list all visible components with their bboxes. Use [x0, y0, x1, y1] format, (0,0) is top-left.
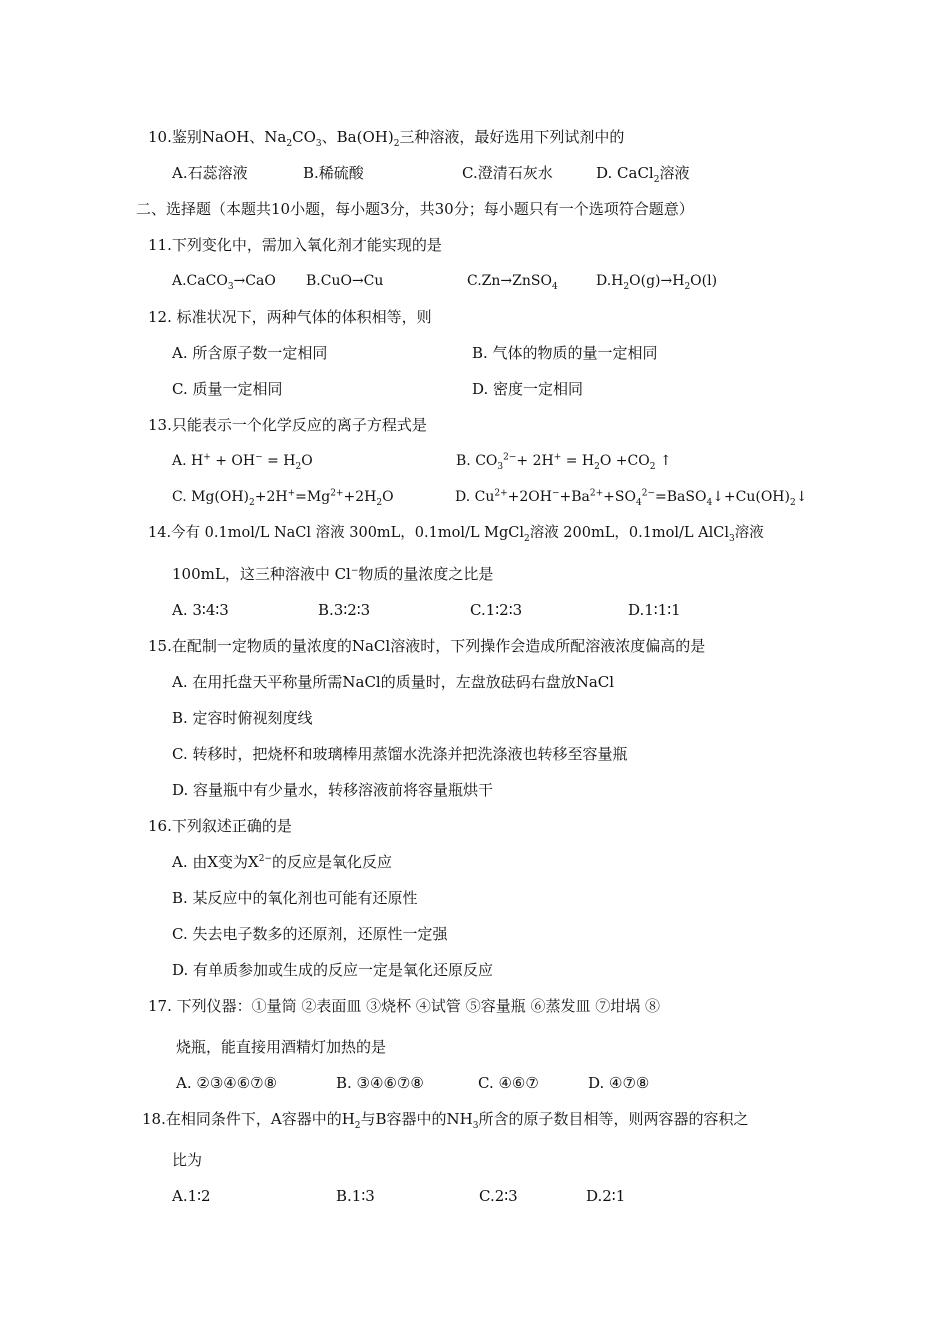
q12-option-c: C. 质量一定相同: [172, 380, 283, 398]
q12-option-d: D. 密度一定相同: [472, 380, 584, 398]
q10-option-b: B.稀硫酸: [303, 164, 364, 182]
question-17-stem-cont: 烧瓶，能直接用酒精灯加热的是: [176, 1038, 387, 1056]
question-14-stem-cont: 100mL，这三种溶液中 Cl−物质的量浓度之比是: [172, 565, 494, 583]
q12-option-b: B. 气体的物质的量一定相同: [472, 344, 658, 362]
q16-option-d: D. 有单质参加或生成的反应一定是氧化还原反应: [172, 961, 494, 979]
q17-option-c: C. ④⑥⑦: [478, 1074, 539, 1092]
q10-option-c: C.澄清石灰水: [462, 164, 553, 182]
q16-option-b: B. 某反应中的氧化剂也可能有还原性: [172, 889, 418, 907]
q14-option-a: A. 3∶4∶3: [172, 601, 229, 619]
q10-option-a: A.石蕊溶液: [172, 164, 248, 182]
q12-option-a: A. 所含原子数一定相同: [172, 344, 328, 362]
q11-option-d: $D.H_2O(g)\to H_2O(l)$: [596, 273, 718, 292]
question-16-stem: 16.下列叙述正确的是: [148, 817, 292, 835]
q15-option-d: D. 容量瓶中有少量水，转移溶液前将容量瓶烘干: [172, 781, 494, 799]
question-18-stem: 18.在相同条件下，A容器中的$H_2$与B容器中的$NH_3$所含的原子数目相等，则两容器的容积之: [142, 1110, 749, 1131]
q16-option-a: A. 由X变为$X^{2-}$的反应是氧化反应: [172, 853, 393, 871]
q18-option-c: C.2∶3: [479, 1187, 518, 1205]
q18-option-a: A.1∶2: [172, 1187, 211, 1205]
question-17-stem: 17. 下列仪器：①量筒 ②表面皿 ③烧杯 ④试管 ⑤容量瓶 ⑥蒸发皿 ⑦坩埚 ⑧: [148, 997, 661, 1015]
q14-option-c: C.1∶2∶3: [470, 601, 523, 619]
question-18-stem-cont: 比为: [172, 1151, 203, 1169]
question-13-stem: 13.只能表示一个化学反应的离子方程式是: [148, 416, 427, 434]
q11-option-c: C.Zn→ZnSO$_4$: [467, 273, 558, 292]
q13-option-a: A. $H^+ + OH^- = H_2O$: [172, 452, 313, 472]
q15-option-a: A. 在用托盘天平称量所需NaCl的质量时，左盘放砝码右盘放NaCl: [172, 673, 615, 691]
q13-option-b: B. $CO_3^{2-}+ 2H^+ = H_2O +CO_2$ ↑: [456, 452, 672, 472]
section-2-heading: 二、选择题（本题共10小题，每小题3分，共30分；每小题只有一个选项符合题意）: [136, 200, 694, 218]
q15-option-b: B. 定容时俯视刻度线: [172, 709, 313, 727]
question-15-stem: 15.在配制一定物质的量浓度的NaCl溶液时，下列操作会造成所配溶液浓度偏高的是: [148, 637, 706, 655]
question-14-stem: 14.今有 0.1mol/L NaCl 溶液 300mL，0.1mol/L MgCl$_2$溶液 200mL，0.1mol/L AlCl$_3$溶液: [148, 525, 764, 544]
q18-option-b: B.1∶3: [336, 1187, 375, 1205]
q17-option-a: A. ②③④⑥⑦⑧: [176, 1074, 278, 1092]
q11-option-a: A.CaCO$_3$→CaO: [172, 273, 276, 292]
q10-option-d: D. CaCl$_2$溶液: [596, 164, 690, 185]
question-12-stem: 12. 标准状况下，两种气体的体积相等，则: [148, 308, 432, 326]
q14-option-b: B.3∶2∶3: [318, 601, 371, 619]
question-10-stem: 10.鉴别NaOH、$Na_2CO_3$、$Ba(OH)_2$三种溶液，最好选用下列试剂中的: [148, 128, 625, 149]
q18-option-d: D.2∶1: [586, 1187, 626, 1205]
q14-option-d: D.1∶1∶1: [628, 601, 681, 619]
q15-option-c: C. 转移时，把烧杯和玻璃棒用蒸馏水洗涤并把洗涤液也转移至容量瓶: [172, 745, 628, 763]
q13-option-c: C. $Mg(OH)_2+2H^+=Mg^{2+}+2H_2O$: [172, 488, 394, 508]
q17-option-b: B. ③④⑥⑦⑧: [336, 1074, 424, 1092]
question-11-stem: 11.下列变化中，需加入氧化剂才能实现的是: [148, 236, 442, 254]
q16-option-c: C. 失去电子数多的还原剂，还原性一定强: [172, 925, 448, 943]
q11-option-b: B.CuO→Cu: [306, 273, 384, 289]
q13-option-d: D. $Cu^{2+}+2OH^-+Ba^{2+}+SO_4^{2-}=BaSO_4↓+Cu(OH)_2↓$: [455, 488, 808, 508]
q17-option-d: D. ④⑦⑧: [588, 1074, 650, 1092]
